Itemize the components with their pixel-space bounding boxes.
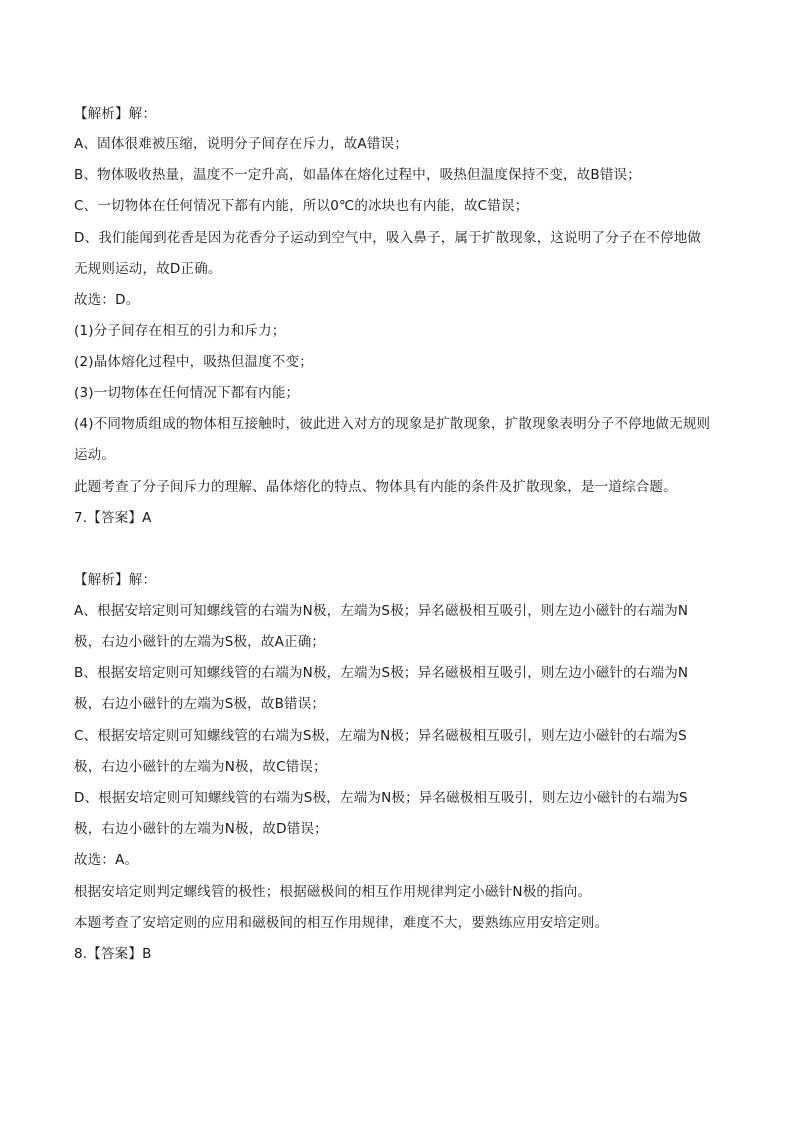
point-4: (4)不同物质组成的物体相互接触时，彼此进入对方的现象是扩散现象，扩散现象表明分子不停地做无规则 [74,416,711,432]
answer-7: 7.【答案】A [74,510,152,526]
option-b-analysis-2-cont: 极，右边小磁针的左端为S极，故B错误； [74,696,326,712]
option-d-analysis-cont: 无规则运动，故D正确。 [74,261,222,277]
analysis-heading: 【解析】解： [74,106,157,122]
choice-line: 故选：D。 [74,292,140,308]
option-d-analysis-2: D、根据安培定则可知螺线管的右端为S极，左端为N极；异名磁极相互吸引，则左边小磁针的右端为S [74,790,688,806]
method-line: 根据安培定则判定螺线管的极性；根据磁极间的相互作用规律判定小磁针N极的指向。 [74,884,592,900]
point-2: (2)晶体熔化过程中，吸热但温度不变； [74,354,313,370]
point-3: (3)一切物体在任何情况下都有内能； [74,385,300,401]
choice-line-2: 故选：A。 [74,852,139,868]
option-a-analysis-2-cont: 极，右边小磁针的左端为S极，故A正确； [74,634,326,650]
analysis-heading-2: 【解析】解： [74,572,157,588]
option-d-analysis: D、我们能闻到花香是因为花香分子运动到空气中，吸入鼻子，属于扩散现象，这说明了分子在不停地做 [74,230,702,246]
option-a-analysis-2: A、根据安培定则可知螺线管的右端为N极，左端为S极；异名磁极相互吸引，则左边小磁针的右端为N [74,603,689,619]
answer-8: 8.【答案】B [74,946,152,962]
option-c-analysis-2-cont: 极，右边小磁针的左端为N极，故C错误； [74,759,327,775]
point-1: (1)分子间存在相互的引力和斥力； [74,323,286,339]
summary-2: 本题考查了安培定则的应用和磁极间的相互作用规律，难度不大，要熟练应用安培定则。 [74,915,609,931]
option-c-analysis: C、一切物体在任何情况下都有内能，所以0℃的冰块也有内能，故C错误； [74,198,529,214]
option-b-analysis: B、物体吸收热量，温度不一定升高，如晶体在熔化过程中，吸热但温度保持不变，故B错误； [74,167,641,183]
option-c-analysis-2: C、根据安培定则可知螺线管的右端为S极，左端为N极；异名磁极相互吸引，则左边小磁针的右端为S [74,728,687,744]
point-4-cont: 运动。 [74,447,116,463]
summary: 此题考查了分子间斥力的理解、晶体熔化的特点、物体具有内能的条件及扩散现象，是一道综合题。 [74,479,677,495]
option-b-analysis-2: B、根据安培定则可知螺线管的右端为N极，左端为S极；异名磁极相互吸引，则左边小磁针的右端为N [74,665,689,681]
option-a-analysis: A、固体很难被压缩，说明分子间存在斥力，故A错误； [74,136,408,152]
option-d-analysis-2-cont: 极，右边小磁针的左端为N极，故D错误； [74,821,328,837]
